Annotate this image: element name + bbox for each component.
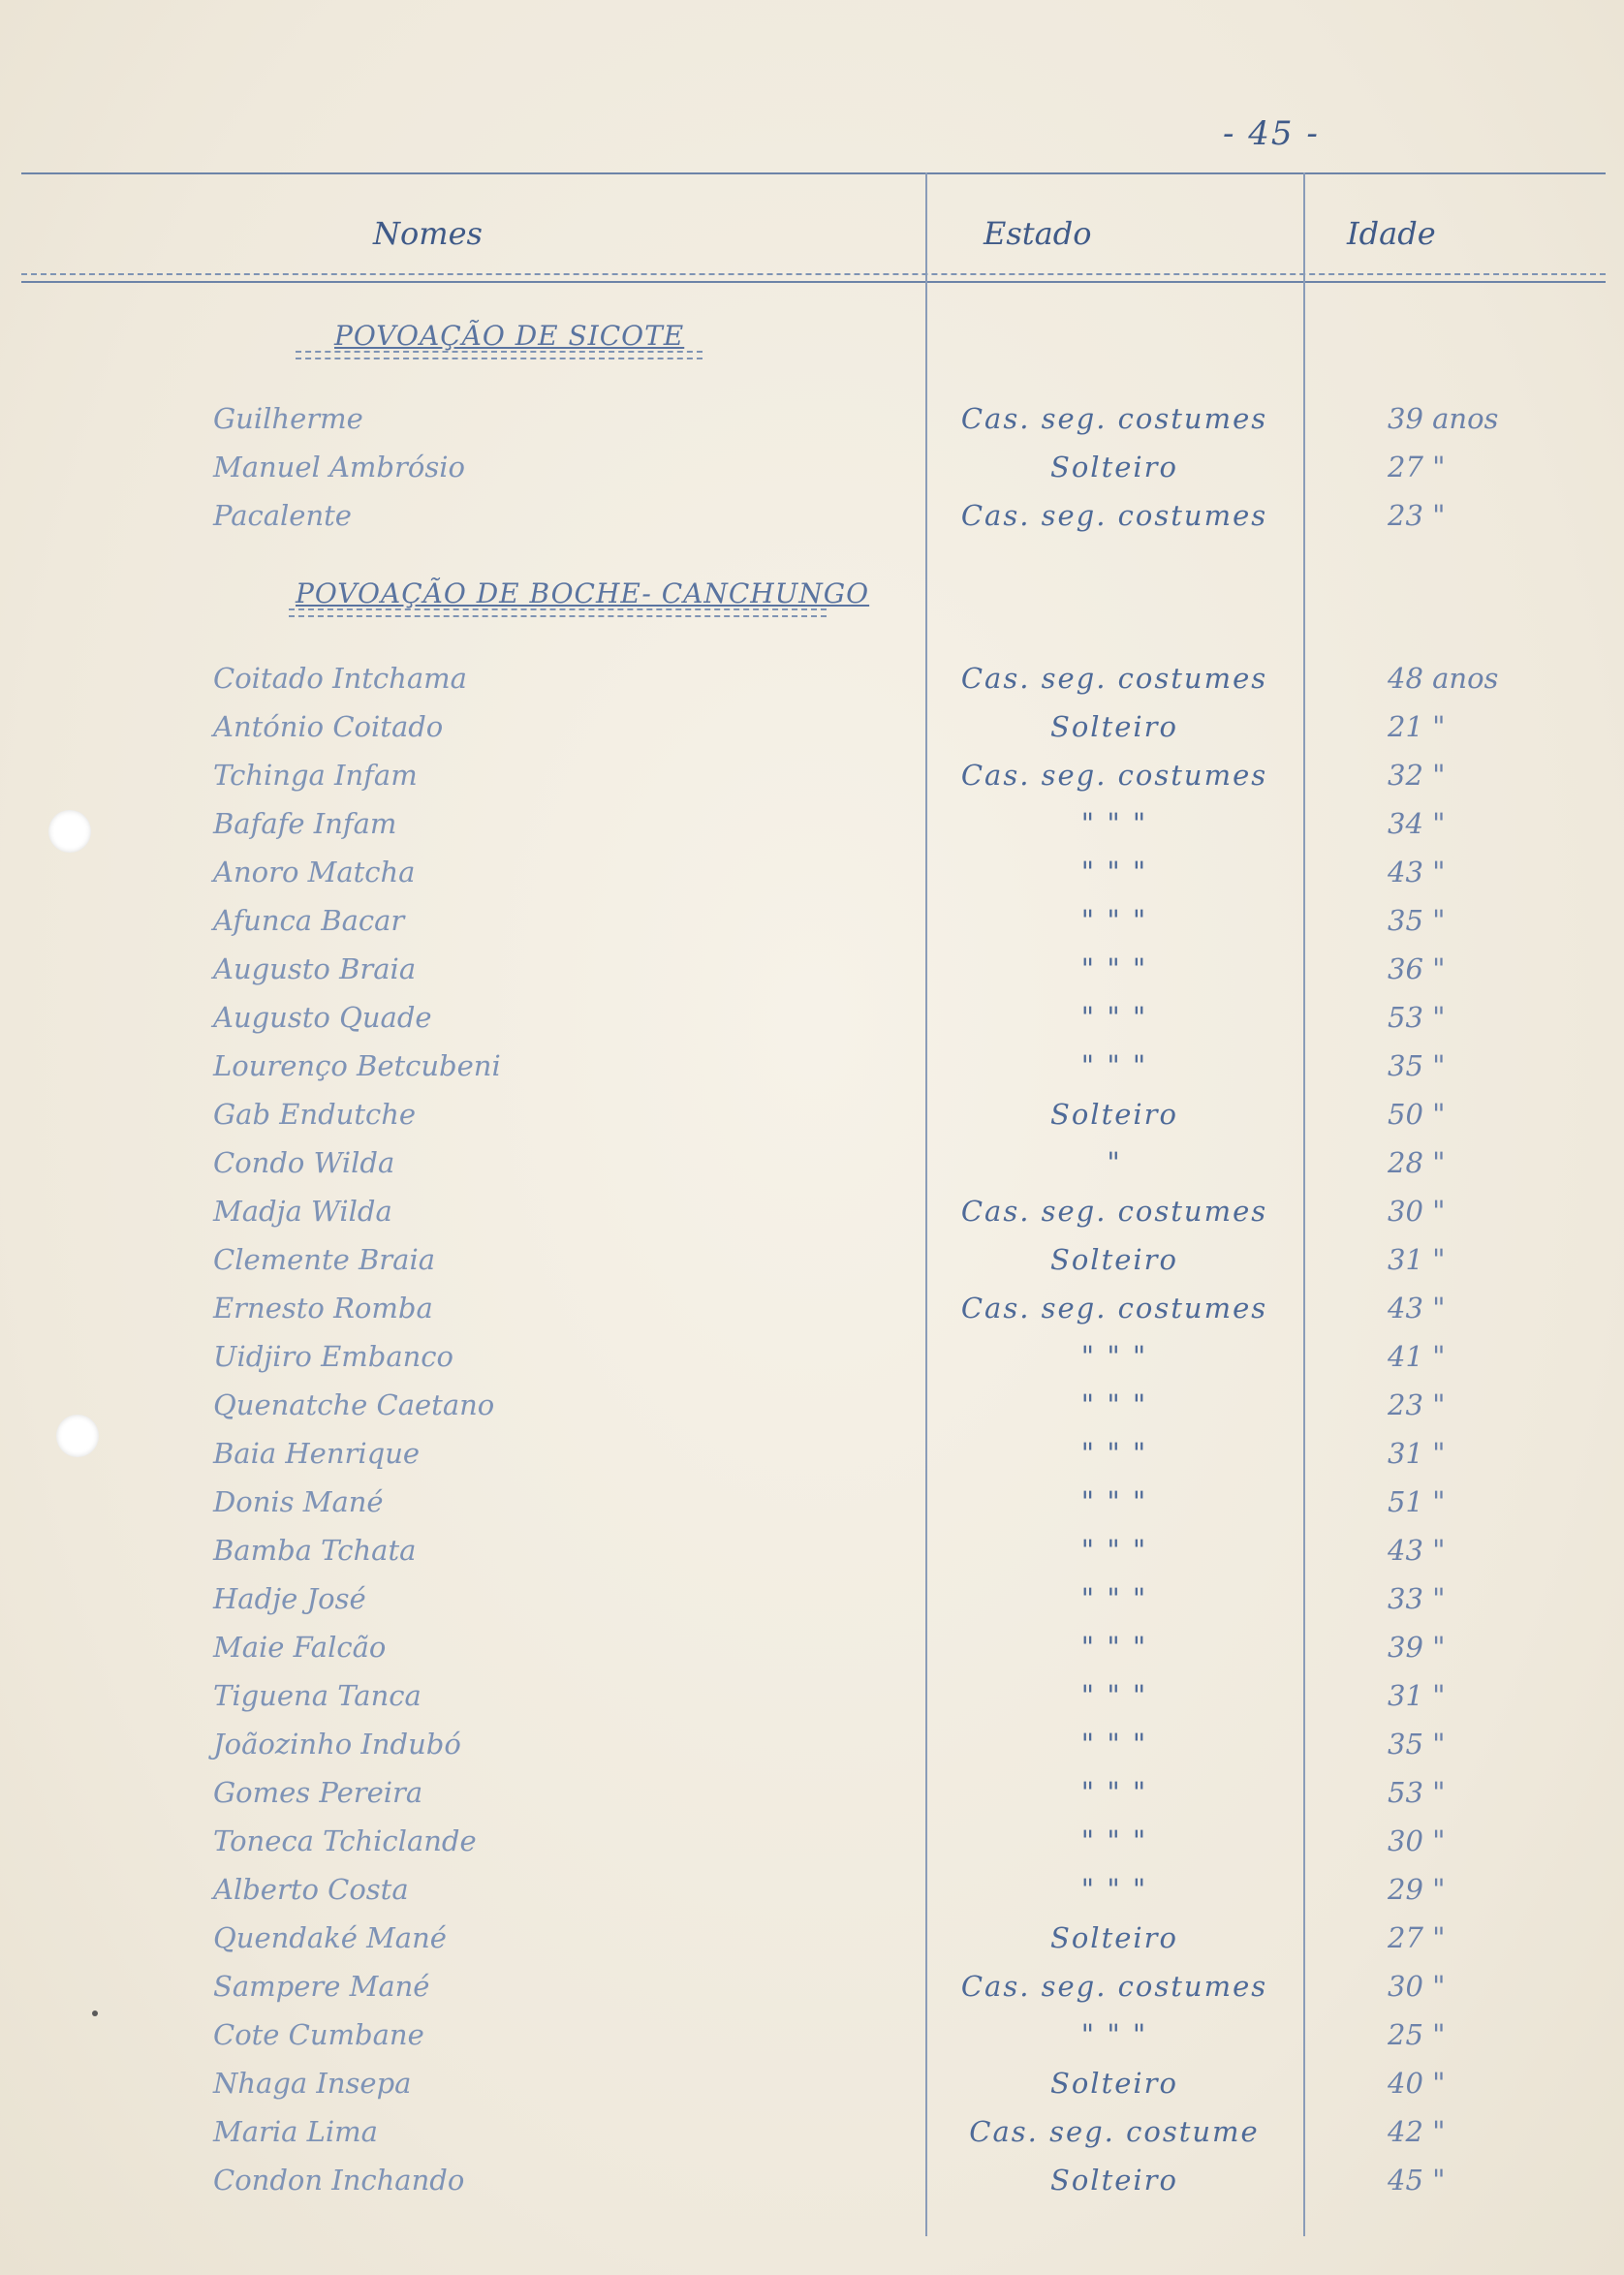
table-row (0, 1098, 1624, 1146)
name-cell: Tchinga Infam (213, 759, 418, 792)
name-cell: Condon Inchando (213, 2164, 465, 2197)
estado-cell: Cas. seg. costumes (960, 759, 1268, 792)
name-cell: Manuel Ambrósio (213, 451, 465, 483)
table-row (0, 2067, 1624, 2115)
name-cell: Clemente Braia (213, 1243, 436, 1276)
idade-cell: 25 " (1388, 2018, 1446, 2051)
table-row (0, 1873, 1624, 1921)
name-cell: Cote Cumbane (213, 2018, 424, 2051)
table-row (0, 1292, 1624, 1340)
name-cell: Joãozinho Indubó (213, 1728, 461, 1761)
idade-cell: 21 " (1388, 710, 1446, 743)
estado-cell: " " " (1080, 1001, 1148, 1034)
name-cell: António Coitado (213, 710, 444, 743)
idade-cell: 43 " (1388, 856, 1446, 888)
name-cell: Bamba Tchata (213, 1534, 417, 1567)
table-row (0, 1728, 1624, 1776)
idade-cell: 41 " (1388, 1340, 1446, 1373)
table-row (0, 904, 1624, 952)
idade-cell: 39 " (1388, 1631, 1446, 1664)
table-row (0, 710, 1624, 759)
name-cell: Toneca Tchiclande (213, 1824, 477, 1857)
estado-cell: " " " (1080, 1582, 1148, 1615)
table-row (0, 759, 1624, 807)
estado-cell: " " " (1080, 1049, 1148, 1082)
idade-cell: 30 " (1388, 1824, 1446, 1857)
idade-cell: 53 " (1388, 1776, 1446, 1809)
estado-cell: " " " (1080, 1437, 1148, 1470)
name-cell: Hadje José (213, 1582, 366, 1615)
estado-cell: " " " (1080, 856, 1148, 888)
table-row (0, 451, 1624, 499)
idade-cell: 29 " (1388, 1873, 1446, 1906)
estado-cell: " " " (1080, 1679, 1148, 1712)
name-cell: Afunca Bacar (213, 904, 405, 937)
idade-cell: 27 " (1388, 1921, 1446, 1954)
table-row (0, 952, 1624, 1001)
table-row (0, 1485, 1624, 1534)
name-cell: Maria Lima (213, 2115, 378, 2148)
name-cell: Augusto Quade (213, 1001, 432, 1034)
name-cell: Guilherme (213, 402, 363, 435)
name-cell: Pacalente (213, 499, 352, 532)
section-underline (296, 351, 703, 359)
idade-cell: 30 " (1388, 1970, 1446, 2003)
table-row (0, 856, 1624, 904)
name-cell: Alberto Costa (213, 1873, 409, 1906)
section-title-boche-canchungo: POVOAÇÃO DE BOCHE- CANCHUNGO (296, 577, 870, 609)
idade-cell: 43 " (1388, 1292, 1446, 1324)
idade-cell: 33 " (1388, 1582, 1446, 1615)
idade-cell: 32 " (1388, 759, 1446, 792)
estado-cell: " " " (1080, 1388, 1148, 1421)
idade-cell: 31 " (1388, 1243, 1446, 1276)
table-row (0, 1001, 1624, 1049)
table-row (0, 1921, 1624, 1970)
name-cell: Gab Endutche (213, 1098, 417, 1131)
idade-cell: 40 " (1388, 2067, 1446, 2100)
name-cell: Maie Falcão (213, 1631, 387, 1664)
estado-cell: " " " (1080, 807, 1148, 840)
idade-cell: 51 " (1388, 1485, 1446, 1518)
table-row (0, 1243, 1624, 1292)
table-row (0, 2164, 1624, 2212)
header-rule-double (21, 281, 1606, 283)
table-row (0, 1970, 1624, 2018)
idade-cell: 43 " (1388, 1534, 1446, 1567)
idade-cell: 23 " (1388, 1388, 1446, 1421)
name-cell: Bafafe Infam (213, 807, 397, 840)
idade-cell: 42 " (1388, 2115, 1446, 2148)
table-row (0, 499, 1624, 547)
table-row (0, 1146, 1624, 1195)
idade-cell: 36 " (1388, 952, 1446, 985)
table-row (0, 1437, 1624, 1485)
idade-cell: 31 " (1388, 1437, 1446, 1470)
idade-cell: 34 " (1388, 807, 1446, 840)
estado-cell: " (1107, 1146, 1122, 1179)
page-number: - 45 - (1223, 114, 1320, 153)
table-row (0, 1340, 1624, 1388)
table-row (0, 2115, 1624, 2164)
table-row (0, 1776, 1624, 1824)
estado-cell: Cas. seg. costumes (960, 402, 1268, 435)
idade-cell: 23 " (1388, 499, 1446, 532)
table-row (0, 1679, 1624, 1728)
table-row (0, 1534, 1624, 1582)
table-row (0, 1049, 1624, 1098)
estado-cell: Cas. seg. costumes (960, 1970, 1268, 2003)
estado-cell: " " " (1080, 2018, 1148, 2051)
table-row (0, 807, 1624, 856)
table-row (0, 1388, 1624, 1437)
estado-cell: " " " (1080, 904, 1148, 937)
idade-cell: 35 " (1388, 1728, 1446, 1761)
estado-cell: Solteiro (1049, 451, 1178, 483)
idade-cell: 48 anos (1388, 662, 1499, 695)
section-underline (289, 608, 827, 617)
estado-cell: " " " (1080, 952, 1148, 985)
estado-cell: Solteiro (1049, 710, 1178, 743)
estado-cell: Solteiro (1049, 1098, 1178, 1131)
idade-cell: 30 " (1388, 1195, 1446, 1228)
name-cell: Sampere Mané (213, 1970, 430, 2003)
name-cell: Baia Henrique (213, 1437, 421, 1470)
estado-cell: Cas. seg. costumes (960, 1195, 1268, 1228)
estado-cell: " " " (1080, 1776, 1148, 1809)
name-cell: Augusto Braia (213, 952, 417, 985)
name-cell: Coitado Intchama (213, 662, 467, 695)
idade-cell: 45 " (1388, 2164, 1446, 2197)
header-rule (21, 273, 1606, 275)
idade-cell: 50 " (1388, 1098, 1446, 1131)
estado-cell: " " " (1080, 1485, 1148, 1518)
table-row (0, 402, 1624, 451)
table-row (0, 1824, 1624, 1873)
estado-cell: " " " (1080, 1534, 1148, 1567)
name-cell: Tiguena Tanca (213, 1679, 422, 1712)
estado-cell: Solteiro (1049, 1243, 1178, 1276)
idade-cell: 35 " (1388, 1049, 1446, 1082)
idade-cell: 35 " (1388, 904, 1446, 937)
idade-cell: 28 " (1388, 1146, 1446, 1179)
idade-cell: 39 anos (1388, 402, 1499, 435)
estado-cell: Solteiro (1049, 1921, 1178, 1954)
table-row (0, 1631, 1624, 1679)
estado-cell: Cas. seg. costume (969, 2115, 1260, 2148)
name-cell: Quendaké Mané (213, 1921, 447, 1954)
name-cell: Donis Mané (213, 1485, 384, 1518)
estado-cell: Cas. seg. costumes (960, 499, 1268, 532)
name-cell: Nhaga Insepa (213, 2067, 412, 2100)
name-cell: Uidjiro Embanco (213, 1340, 453, 1373)
name-cell: Anoro Matcha (213, 856, 416, 888)
column-header-nomes: Nomes (373, 215, 483, 252)
estado-cell: Solteiro (1049, 2164, 1178, 2197)
table-row (0, 1582, 1624, 1631)
idade-cell: 53 " (1388, 1001, 1446, 1034)
estado-cell: " " " (1080, 1728, 1148, 1761)
table-row (0, 662, 1624, 710)
estado-cell: Cas. seg. costumes (960, 1292, 1268, 1324)
estado-cell: " " " (1080, 1824, 1148, 1857)
column-header-estado: Estado (984, 215, 1092, 252)
column-header-idade: Idade (1347, 215, 1436, 252)
table-top-rule (21, 172, 1606, 174)
name-cell: Quenatche Caetano (213, 1388, 495, 1421)
section-title-sicote: POVOAÇÃO DE SICOTE (334, 320, 685, 352)
name-cell: Lourenço Betcubeni (213, 1049, 501, 1082)
estado-cell: " " " (1080, 1631, 1148, 1664)
name-cell: Condo Wilda (213, 1146, 395, 1179)
table-row (0, 1195, 1624, 1243)
estado-cell: Solteiro (1049, 2067, 1178, 2100)
name-cell: Ernesto Romba (213, 1292, 433, 1324)
table-row (0, 2018, 1624, 2067)
estado-cell: " " " (1080, 1873, 1148, 1906)
idade-cell: 27 " (1388, 451, 1446, 483)
idade-cell: 31 " (1388, 1679, 1446, 1712)
estado-cell: Cas. seg. costumes (960, 662, 1268, 695)
name-cell: Gomes Pereira (213, 1776, 423, 1809)
name-cell: Madja Wilda (213, 1195, 392, 1228)
estado-cell: " " " (1080, 1340, 1148, 1373)
